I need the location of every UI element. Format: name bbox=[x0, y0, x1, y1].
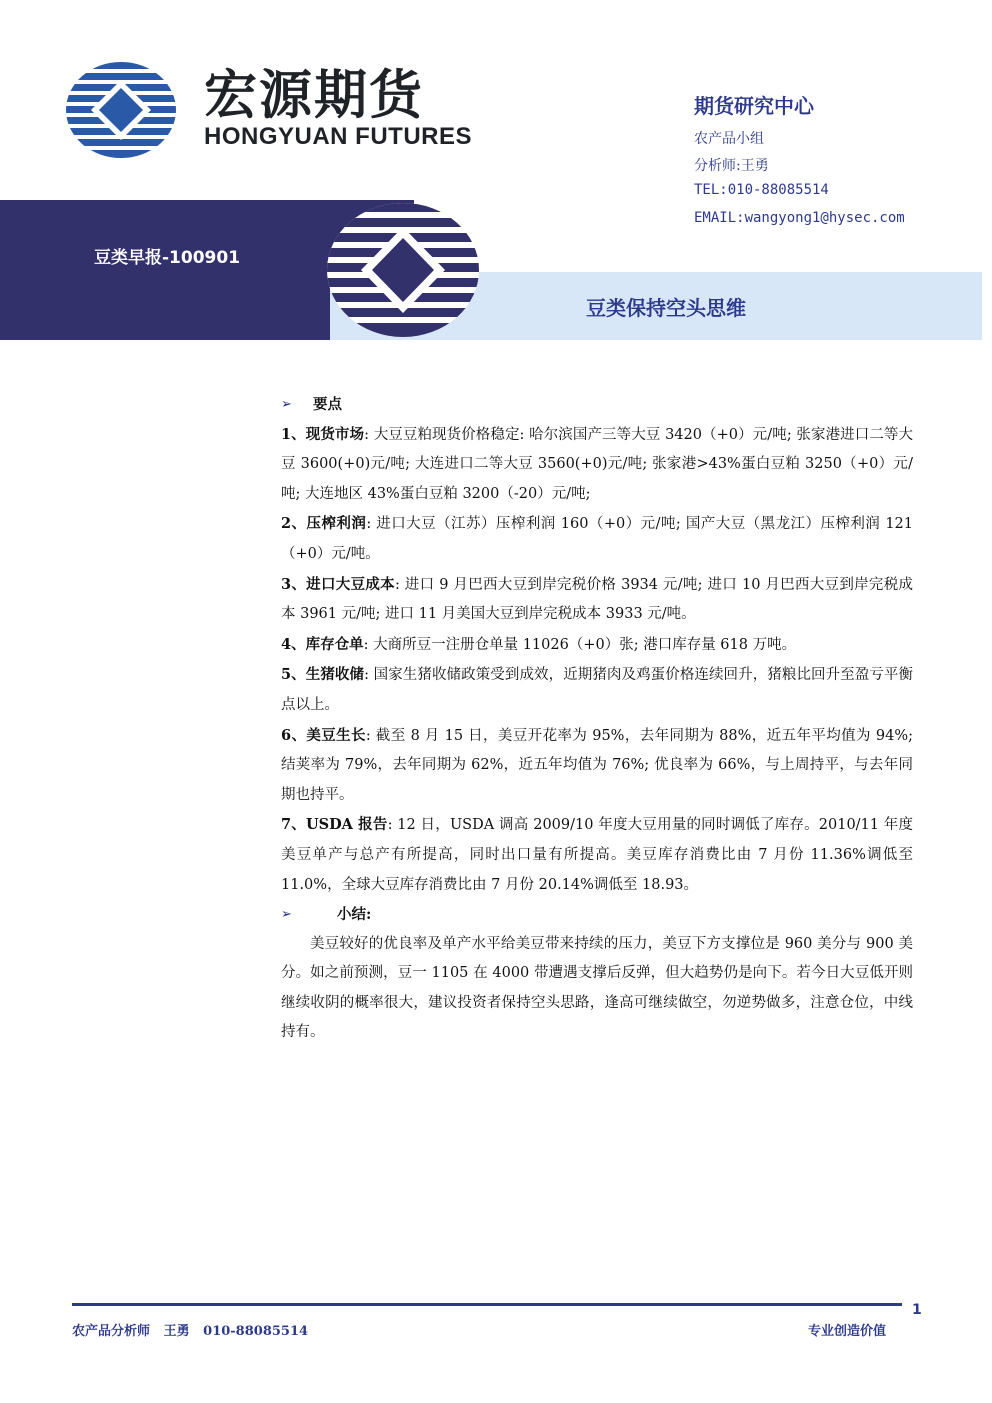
report-body bbox=[281, 390, 913, 1048]
brand-name-cn: 宏源期货 bbox=[204, 65, 424, 126]
key-point-item: 4、库存仓单: 大商所豆一注册仓单量 11026（+0）张; 港口库存量 618 万吨。 bbox=[281, 635, 797, 653]
key-point-item: 2、压榨利润: 进口大豆（江苏）压榨利润 160（+0）元/吨; 国产大豆（黑龙江）压榨利润 121（+0）元/吨。 bbox=[281, 515, 913, 562]
arrow-bullet-icon: ➢ bbox=[281, 397, 292, 412]
report-headline: 豆类保持空头思维 bbox=[586, 296, 746, 320]
logo-mark-icon bbox=[66, 62, 176, 158]
key-point-item: 7、USDA 报告: 12 日，USDA 调高 2009/10 年度大豆用量的同时调低了库存。2010/11 年度美豆单产与总产有所提高，同时出口量有所提高。美豆库存消费比由 7 月份 11.36%调低至 11.0%，全球大豆库存消费比由 7 月份 20.14%调低至 18.93。 bbox=[281, 816, 914, 893]
group-name: 农产品小组 bbox=[694, 131, 764, 147]
section-title: 要点 bbox=[313, 396, 342, 413]
report-id: 豆类早报-100901 bbox=[94, 248, 241, 268]
summary-paragraph: 美豆较好的优良率及单产水平给美豆带来持续的压力，美豆下方支撑位是 960 美分与 900 美分。如之前预测，豆一 1105 在 4000 带遭遇支撑后反弹，但大趋势仍是向下。若今日大豆低开则继续收阴的概率很大，建议投资者保持空头思路，逢高可继续做空，勿逆势做多，注意仓位，中线持有。 bbox=[281, 935, 913, 1041]
telephone: TEL:010-88085514 bbox=[694, 182, 829, 198]
footer-divider bbox=[72, 1303, 902, 1306]
key-point-item: 6、美豆生长: 截至 8 月 15 日，美豆开花率为 95%，去年同期为 88%，近五年平均值为 94%; 结荚率为 79%，去年同期为 62%，近五年均值为 76%; 优良率为 66%，与上周持平，与去年同期也持平。 bbox=[281, 726, 913, 803]
arrow-bullet-icon: ➢ bbox=[281, 907, 292, 923]
section-title: 小结: bbox=[337, 906, 372, 924]
page-number: 1 bbox=[912, 1302, 922, 1318]
key-point-item: 5、生猪收储: 国家生猪收储政策受到成效，近期猪肉及鸡蛋价格连续回升，猪粮比回升至盈亏平衡点以上。 bbox=[281, 666, 914, 713]
section-key-points-heading bbox=[281, 390, 913, 420]
footer-slogan: 专业创造价值 bbox=[808, 1324, 887, 1339]
email: EMAIL:wangyong1@hysec.com bbox=[694, 210, 905, 226]
research-center-title: 期货研究中心 bbox=[694, 94, 814, 118]
footer-analyst-info: 农产品分析师 王勇 010-88085514 bbox=[72, 1324, 309, 1339]
key-point-item: 3、进口大豆成本: 进口 9 月巴西大豆到岸完税价格 3934 元/吨; 进口 10 月巴西大豆到岸完税成本 3961 元/吨; 进口 11 月美国大豆到岸完税成本 3933 元/吨。 bbox=[281, 575, 914, 623]
analyst-name: 分析师:王勇 bbox=[694, 158, 769, 174]
section-summary-heading bbox=[281, 900, 913, 930]
brand-name-en: HONGYUAN FUTURES bbox=[204, 123, 473, 150]
banner-logo-mark-icon bbox=[327, 203, 479, 337]
key-point-item: 1、现货市场: 大豆豆粕现货价格稳定: 哈尔滨国产三等大豆 3420（+0）元/吨; 张家港进口二等大豆 3600(+0)元/吨; 大连进口二等大豆 3560(+0)元/吨; 张家港>43%蛋白豆粕 3250（+0）元/吨; 大连地区 43%蛋白豆粕 3200（-20）元/吨; bbox=[281, 425, 913, 502]
